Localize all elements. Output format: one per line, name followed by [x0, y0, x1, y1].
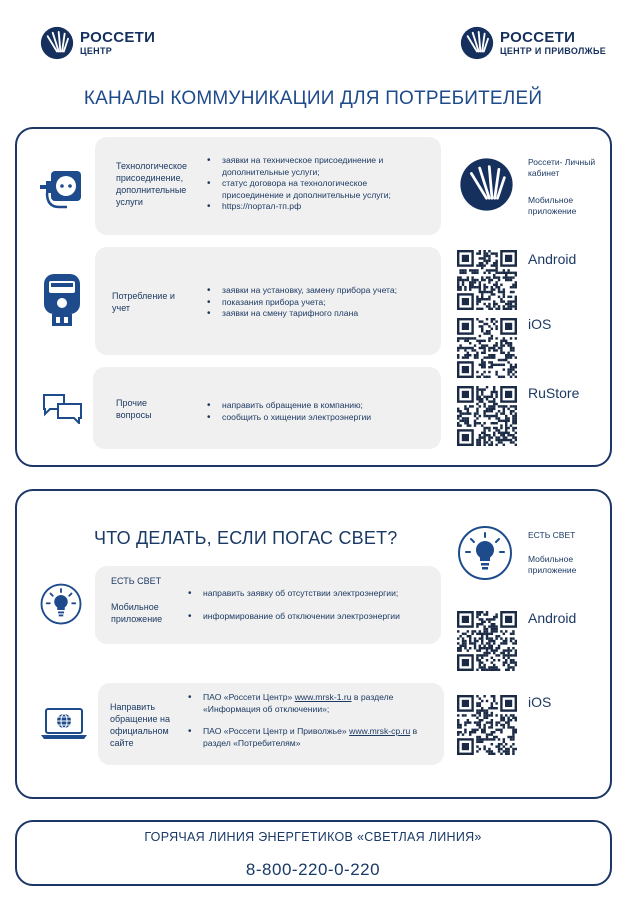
qr-code-android[interactable]: [457, 611, 517, 671]
list-item: [186, 726, 426, 749]
page-title: КАНАЛЫ КОММУНИКАЦИИ ДЛЯ ПОТРЕБИТЕЛЕЙ: [83, 88, 543, 109]
laptop-globe-icon: [39, 707, 89, 741]
socket-plug-icon: [37, 165, 85, 213]
ios-label: iOS: [528, 316, 552, 332]
website-outage-label: Направить обращение на официальном сайте: [110, 702, 170, 748]
list-item: • направить заявку об отсутствии электроэнергии;: [186, 588, 441, 600]
app-outage-label: Мобильное приложение: [111, 602, 163, 624]
list-item: • заявки на установку, замену прибора учета;: [205, 285, 430, 297]
website-outage-list: [186, 692, 426, 760]
app-caption: Мобильное приложение: [528, 195, 577, 216]
qr-code-ios[interactable]: [457, 695, 517, 755]
section-hint: в раздел «Потребителям»: [203, 726, 418, 748]
rosseti-emblem-icon: [460, 26, 494, 60]
hotline-title: ГОРЯЧАЯ ЛИНИЯ ЭНЕРГЕТИКОВ «СВЕТЛАЯ ЛИНИЯ»: [144, 830, 482, 844]
rosseti-centr-privolzhye-logo: [460, 26, 606, 60]
section-hint: в разделе «Информация об отключении»;: [203, 692, 394, 714]
rustore-label: RuStore: [528, 385, 580, 401]
consumption-list: [205, 285, 430, 320]
ios-label: iOS: [528, 694, 552, 710]
list-item: • сообщить о хищении электроэнергии: [205, 412, 430, 424]
list-item: • заявки на смену тарифного плана: [205, 308, 430, 320]
app-title: ЕСТЬ СВЕТ: [528, 530, 576, 540]
logo-name: РОССЕТИ: [80, 29, 156, 46]
list-item[interactable]: • https://портал-тп.рф: [205, 201, 405, 213]
list-item: [186, 692, 426, 715]
list-item: • заявки на техническое присоединение и дополнительные услуги;: [205, 155, 405, 178]
qr-code-rustore[interactable]: [457, 386, 517, 446]
list-item: • информирование об отключении электроэнергии: [186, 611, 441, 623]
company-name: ПАО «Россети Центр и Приволжье»: [203, 726, 347, 736]
rosseti-app-icon: [459, 157, 514, 212]
logo-subtitle: ЦЕНТР И ПРИВОЛЖЬЕ: [500, 46, 607, 56]
website-link-mrsk-cp[interactable]: www.mrsk-cp.ru: [349, 726, 411, 736]
android-label: Android: [528, 610, 577, 626]
electric-meter-icon: [42, 272, 82, 328]
app-outage-title: ЕСТЬ СВЕТ: [111, 576, 162, 586]
logo-name: РОССЕТИ: [500, 29, 576, 46]
tech-connection-label: Технологическое присоединение, дополнительные услуги: [116, 161, 187, 207]
list-item: • направить обращение в компанию;: [205, 400, 430, 412]
app-title: Россети- Личный кабинет: [528, 157, 596, 178]
other-questions-list: [205, 400, 430, 423]
app-outage-list: [186, 588, 441, 633]
lightbulb-icon: [40, 583, 82, 625]
qr-code-ios[interactable]: [457, 318, 517, 378]
list-item: • показания прибора учета;: [205, 297, 430, 309]
rosseti-centr-logo: [40, 26, 155, 60]
other-questions-label: Прочие вопросы: [116, 398, 152, 420]
rosseti-emblem-icon: [40, 26, 74, 60]
consumption-label: Потребление и учет: [112, 291, 175, 313]
qr-code-android[interactable]: [457, 250, 517, 310]
app-caption: Мобильное приложение: [528, 554, 577, 575]
section-title: ЧТО ДЕЛАТЬ, ЕСЛИ ПОГАС СВЕТ?: [94, 528, 398, 548]
chat-bubbles-icon: [42, 392, 84, 424]
logo-subtitle: ЦЕНТР: [80, 46, 113, 56]
company-name: ПАО «Россети Центр»: [203, 692, 293, 702]
list-item: • статус договора на технологическое присоединение и дополнительные услуги;: [205, 178, 405, 201]
tech-connection-list: [205, 155, 405, 213]
android-label: Android: [528, 251, 577, 267]
website-link-mrsk-1[interactable]: www.mrsk-1.ru: [294, 692, 352, 702]
lightbulb-app-icon: [457, 525, 513, 581]
hotline-phone[interactable]: 8-800-220-0-220: [245, 860, 381, 879]
